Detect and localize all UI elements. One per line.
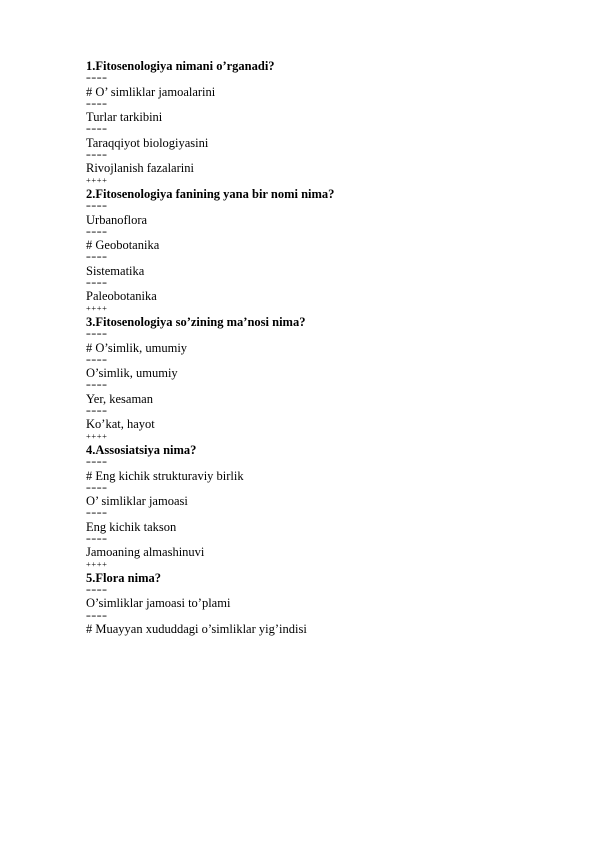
question-block [86, 58, 546, 186]
answer-separator: ==== [86, 508, 108, 519]
question-block [86, 570, 546, 637]
answer-option: Sistematika [86, 263, 145, 278]
answer-option: Rivojlanish fazalarini [86, 161, 194, 176]
answer-separator: ==== [86, 533, 108, 544]
question-separator: ++++ [86, 559, 108, 570]
answer-option: # O’ simliklar jamoalarini [86, 84, 216, 99]
answer-option: O’simlik, umumiy [86, 366, 178, 381]
answer-option: Jamoaning almashinuvi [86, 545, 205, 560]
answer-separator: ==== [86, 354, 108, 365]
answer-separator: ==== [86, 201, 108, 212]
answer-option: # Muayyan xududdagi o’simliklar yig’indisi [86, 622, 307, 637]
question-title: 1.Fitosenologiya nimani o’rganadi? [86, 59, 275, 73]
answer-option: O’ simliklar jamoasi [86, 494, 188, 509]
question-list [86, 58, 546, 637]
answer-option: # Geobotanika [86, 238, 160, 253]
answer-option: Urbanoflora [86, 212, 148, 227]
answer-separator: ==== [86, 98, 108, 109]
answer-separator: ==== [86, 610, 108, 621]
answer-option: Ko’kat, hayot [86, 417, 155, 432]
answer-separator: ==== [86, 482, 108, 493]
answer-separator: ==== [86, 252, 108, 263]
answer-separator: ==== [86, 457, 108, 467]
answer-option: Yer, kesaman [86, 391, 153, 406]
question-separator: ++++ [86, 303, 108, 314]
answer-option: Turlar tarkibini [86, 110, 163, 125]
answer-separator: ==== [86, 329, 108, 340]
answer-option: # Eng kichik strukturaviy birlik [86, 468, 244, 483]
answer-option: Taraqqiyot biologiyasini [86, 135, 209, 150]
question-block [86, 314, 546, 442]
answer-option: Eng kichik takson [86, 519, 177, 534]
answer-option: # O’simlik, umumiy [86, 340, 188, 355]
answer-separator: ==== [86, 584, 108, 595]
question-title: 4.Assosiatsiya nima? [86, 442, 197, 457]
answer-separator: ==== [86, 73, 108, 84]
question-block [86, 442, 546, 570]
question-separator: ++++ [86, 431, 108, 442]
question-title: 5.Flora nima? [86, 570, 161, 585]
question-separator: ++++ [86, 175, 108, 186]
answer-separator: ==== [86, 277, 108, 288]
question-title: 3.Fitosenologiya so’zining ma’nosi nima? [86, 314, 306, 329]
answer-option: Paleobotanika [86, 289, 157, 304]
question-block [86, 186, 546, 314]
question-title: 2.Fitosenologiya fanining yana bir nomi nima? [86, 186, 335, 201]
answer-separator: ==== [86, 405, 108, 416]
answer-option: O’simliklar jamoasi to’plami [86, 596, 231, 611]
answer-separator: ==== [86, 226, 108, 237]
answer-separator: ==== [86, 380, 108, 391]
answer-separator: ==== [86, 149, 108, 160]
answer-separator: ==== [86, 124, 108, 135]
